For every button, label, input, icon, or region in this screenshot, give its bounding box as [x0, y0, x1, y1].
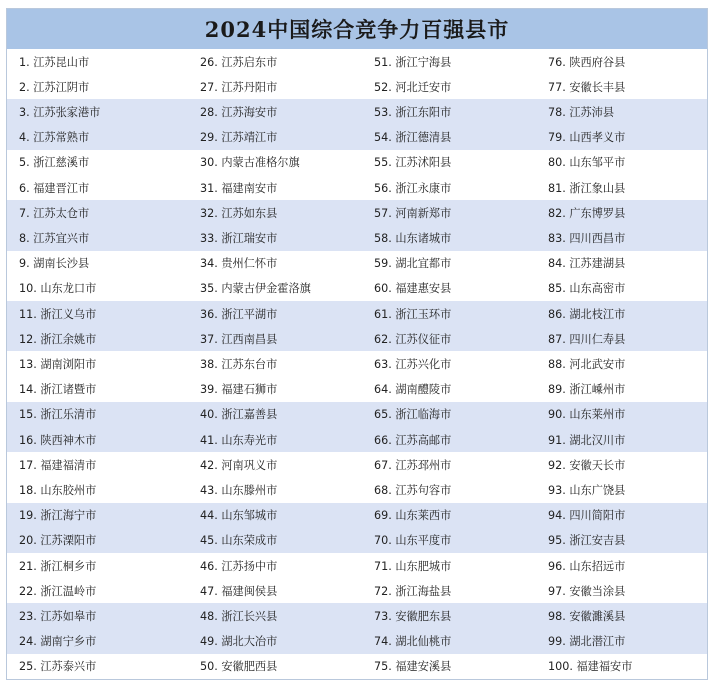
- table-row: [7, 654, 707, 679]
- rank-entry: 93. 山东广饶县: [548, 484, 626, 498]
- rank-entry: 69. 山东莱西市: [374, 509, 452, 523]
- rank-entry: 23. 江苏如皋市: [19, 610, 97, 624]
- rank-entry: 47. 福建闽侯县: [200, 584, 278, 598]
- table-row: [7, 251, 707, 276]
- table-row: [7, 528, 707, 553]
- table-row: [7, 578, 707, 603]
- table-row: [7, 150, 707, 175]
- rank-entry: 77. 安徽长丰县: [548, 80, 626, 94]
- table-row: [7, 427, 707, 452]
- rank-entry: 65. 浙江临海市: [374, 408, 452, 422]
- rank-entry: 56. 浙江永康市: [374, 181, 452, 195]
- rank-entry: 7. 江苏太仓市: [19, 206, 90, 220]
- rank-entry: 81. 浙江象山县: [548, 181, 626, 195]
- rank-entry: 19. 浙江海宁市: [19, 509, 97, 523]
- rank-entry: 10. 山东龙口市: [19, 282, 97, 296]
- rank-entry: 98. 安徽濉溪县: [548, 610, 626, 624]
- rank-entry: 72. 浙江海盐县: [374, 584, 452, 598]
- rank-entry: 62. 江苏仪征市: [374, 332, 452, 346]
- table-row: [7, 603, 707, 628]
- table-row: [7, 477, 707, 502]
- rank-entry: 60. 福建惠安县: [374, 282, 452, 296]
- table-row: [7, 175, 707, 200]
- rank-entry: 55. 江苏沭阳县: [374, 156, 452, 170]
- rank-entry: 11. 浙江义乌市: [19, 307, 97, 321]
- rank-entry: 32. 江苏如东县: [200, 206, 278, 220]
- rank-entry: 49. 湖北大冶市: [200, 635, 278, 649]
- rank-entry: 41. 山东寿光市: [200, 433, 278, 447]
- rank-entry: 52. 河北迁安市: [374, 80, 452, 94]
- rank-entry: 8. 江苏宜兴市: [19, 232, 90, 246]
- rank-entry: 39. 福建石狮市: [200, 383, 278, 397]
- rank-entry: 15. 浙江乐清市: [19, 408, 97, 422]
- rank-entry: 86. 湖北枝江市: [548, 307, 626, 321]
- rank-entry: 70. 山东平度市: [374, 534, 452, 548]
- rank-entry: 54. 浙江德清县: [374, 131, 452, 145]
- table-row: [7, 553, 707, 578]
- rank-entry: 80. 山东邹平市: [548, 156, 626, 170]
- rank-entry: 85. 山东高密市: [548, 282, 626, 296]
- rank-entry: 89. 浙江嵊州市: [548, 383, 626, 397]
- rank-entry: 73. 安徽肥东县: [374, 610, 452, 624]
- table-row: [7, 402, 707, 427]
- rank-entry: 82. 广东博罗县: [548, 206, 626, 220]
- rank-entry: 9. 湖南长沙县: [19, 257, 90, 271]
- rank-entry: 38. 江苏东台市: [200, 358, 278, 372]
- rank-entry: 64. 湖南醴陵市: [374, 383, 452, 397]
- table-row: [7, 326, 707, 351]
- table-row: [7, 74, 707, 99]
- table-row: [7, 99, 707, 124]
- rank-entry: 67. 江苏邳州市: [374, 458, 452, 472]
- rank-entry: 25. 江苏泰兴市: [19, 660, 97, 674]
- rank-entry: 46. 江苏扬中市: [200, 559, 278, 573]
- table-row: [7, 276, 707, 301]
- rank-entry: 43. 山东滕州市: [200, 484, 278, 498]
- table-row: [7, 503, 707, 528]
- rank-entry: 40. 浙江嘉善县: [200, 408, 278, 422]
- rank-entry: 71. 山东肥城市: [374, 559, 452, 573]
- rank-entry: 90. 山东莱州市: [548, 408, 626, 422]
- rank-entry: 51. 浙江宁海县: [374, 55, 452, 69]
- rank-entry: 37. 江西南昌县: [200, 332, 278, 346]
- rank-entry: 66. 江苏高邮市: [374, 433, 452, 447]
- rank-entry: 53. 浙江东阳市: [374, 106, 452, 119]
- table-row: [7, 452, 707, 477]
- rank-entry: 91. 湖北汉川市: [548, 433, 626, 447]
- rank-entry: 3. 江苏张家港市: [19, 106, 101, 119]
- rank-entry: 24. 湖南宁乡市: [19, 635, 97, 649]
- table-title: 2024中国综合竞争力百强县市: [7, 9, 707, 49]
- rank-entry: 13. 湖南浏阳市: [19, 358, 97, 372]
- rank-entry: 14. 浙江诸暨市: [19, 383, 97, 397]
- rank-entry: 97. 安徽当涂县: [548, 584, 626, 598]
- rank-entry: 30. 内蒙古准格尔旗: [200, 156, 300, 170]
- table-row: [7, 200, 707, 225]
- rank-entry: 26. 江苏启东市: [200, 55, 278, 69]
- rank-entry: 45. 山东荣成市: [200, 534, 278, 548]
- ranking-table: [6, 8, 708, 680]
- rank-entry: 57. 河南新郑市: [374, 206, 452, 220]
- rank-entry: 12. 浙江余姚市: [19, 332, 97, 346]
- table-row: [7, 125, 707, 150]
- rank-entry: 76. 陕西府谷县: [548, 55, 626, 69]
- table-row: [7, 351, 707, 376]
- rank-entry: 88. 河北武安市: [548, 358, 626, 372]
- rank-entry: 99. 湖北潜江市: [548, 635, 626, 649]
- rank-entry: 59. 湖北宜都市: [374, 257, 452, 271]
- rank-entry: 28. 江苏海安市: [200, 106, 278, 119]
- rank-entry: 22. 浙江温岭市: [19, 584, 97, 598]
- table-row: [7, 225, 707, 250]
- rank-entry: 17. 福建福清市: [19, 458, 97, 472]
- rank-entry: 5. 浙江慈溪市: [19, 156, 90, 170]
- rank-entry: 1. 江苏昆山市: [19, 55, 90, 69]
- rank-entry: 27. 江苏丹阳市: [200, 80, 278, 94]
- rank-entry: 75. 福建安溪县: [374, 660, 452, 674]
- rank-entry: 68. 江苏句容市: [374, 484, 452, 498]
- rank-entry: 44. 山东邹城市: [200, 509, 278, 523]
- rank-entry: 50. 安徽肥西县: [200, 660, 278, 674]
- rank-entry: 21. 浙江桐乡市: [19, 559, 97, 573]
- table-row: [7, 49, 707, 74]
- rank-entry: 61. 浙江玉环市: [374, 307, 452, 321]
- rank-entry: 87. 四川仁寿县: [548, 332, 626, 346]
- rank-entry: 33. 浙江瑞安市: [200, 232, 278, 246]
- table-row: [7, 377, 707, 402]
- rank-entry: 20. 江苏溧阳市: [19, 534, 97, 548]
- rank-entry: 78. 江苏沛县: [548, 106, 615, 119]
- rank-entry: 6. 福建晋江市: [19, 181, 90, 195]
- rank-entry: 83. 四川西昌市: [548, 232, 626, 246]
- table-row: [7, 629, 707, 654]
- rank-entry: 36. 浙江平湖市: [200, 307, 278, 321]
- rank-entry: 42. 河南巩义市: [200, 458, 278, 472]
- rank-entry: 35. 内蒙古伊金霍洛旗: [200, 282, 311, 296]
- table-row: [7, 301, 707, 326]
- rank-entry: 31. 福建南安市: [200, 181, 278, 195]
- rank-entry: 84. 江苏建湖县: [548, 257, 626, 271]
- table-body: [7, 49, 707, 679]
- rank-entry: 18. 山东胶州市: [19, 484, 97, 498]
- rank-entry: 63. 江苏兴化市: [374, 358, 452, 372]
- rank-entry: 95. 浙江安吉县: [548, 534, 626, 548]
- rank-entry: 79. 山西孝义市: [548, 131, 626, 145]
- rank-entry: 94. 四川简阳市: [548, 509, 626, 523]
- rank-entry: 29. 江苏靖江市: [200, 131, 278, 145]
- rank-entry: 100. 福建福安市: [548, 660, 633, 674]
- rank-entry: 96. 山东招远市: [548, 559, 626, 573]
- rank-entry: 2. 江苏江阴市: [19, 80, 90, 94]
- rank-entry: 58. 山东诸城市: [374, 232, 452, 246]
- rank-entry: 4. 江苏常熟市: [19, 131, 90, 145]
- rank-entry: 92. 安徽天长市: [548, 458, 626, 472]
- rank-entry: 48. 浙江长兴县: [200, 610, 278, 624]
- rank-entry: 34. 贵州仁怀市: [200, 257, 278, 271]
- rank-entry: 16. 陕西神木市: [19, 433, 97, 447]
- rank-entry: 74. 湖北仙桃市: [374, 635, 452, 649]
